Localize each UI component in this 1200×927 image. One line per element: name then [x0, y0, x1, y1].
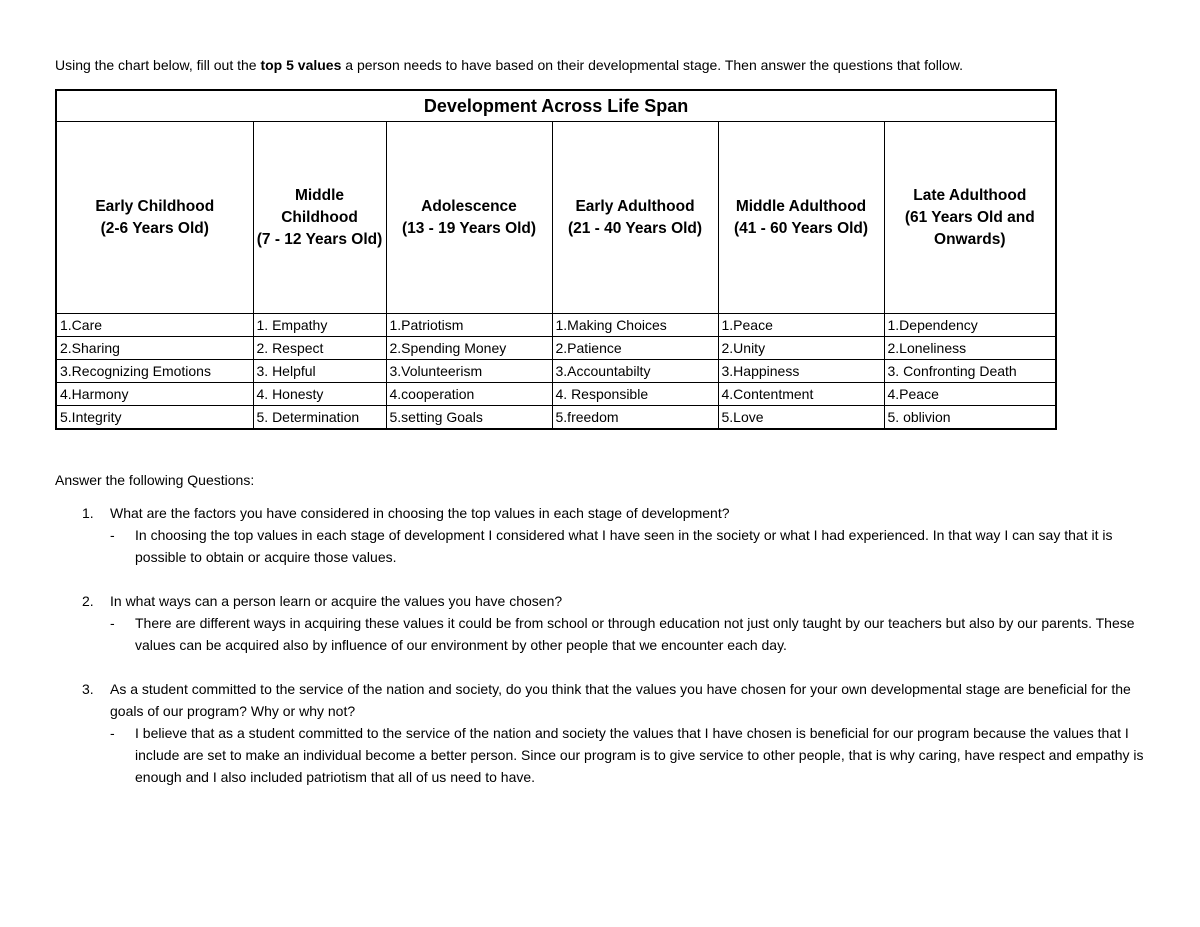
question-number: 2. [82, 593, 94, 609]
question-block [55, 678, 1165, 788]
questions-heading: Answer the following Questions: [55, 472, 255, 488]
stage-name: Adolescence [421, 197, 517, 215]
table-cell: 3.Happiness [718, 360, 884, 383]
stage-header [718, 122, 884, 314]
table-cell: 4.cooperation [386, 383, 552, 406]
table-cell: 5.Integrity [56, 406, 253, 430]
table-row [56, 337, 1056, 360]
table-cell: 3. Confronting Death [884, 360, 1056, 383]
table-row [56, 383, 1056, 406]
table-title-row [56, 90, 1056, 122]
table-cell: 2.Loneliness [884, 337, 1056, 360]
table-cell: 1. Empathy [253, 314, 386, 337]
table-cell: 4. Honesty [253, 383, 386, 406]
table-cell: 3.Accountabilty [552, 360, 718, 383]
table-cell: 3.Recognizing Emotions [56, 360, 253, 383]
stage-name: Middle Childhood [281, 186, 358, 226]
table-cell: 4. Responsible [552, 383, 718, 406]
table-cell: 1.Care [56, 314, 253, 337]
instructions-suffix: a person needs to have based on their developmental stage. Then answer the questions that follow. [341, 57, 963, 73]
table-row [56, 314, 1056, 337]
stage-header [386, 122, 552, 314]
answer-dash: - [110, 527, 115, 543]
values-table [55, 89, 1057, 430]
table-cell: 2.Sharing [56, 337, 253, 360]
table-row [56, 360, 1056, 383]
question-text: As a student committed to the service of the nation and society, do you think that the values you have chosen for your own developmental stage are beneficial for the goals of our program? Why or why not? [110, 681, 1131, 719]
question [55, 502, 1165, 524]
answer [55, 722, 1165, 788]
stage-name: Middle Adulthood [735, 197, 867, 215]
answer-dash: - [110, 725, 115, 741]
question-number: 3. [82, 681, 94, 697]
question [55, 590, 1165, 612]
table-cell: 3. Helpful [253, 360, 386, 383]
instructions-bold: top 5 values [260, 57, 342, 73]
question-block [55, 502, 1165, 568]
table-cell: 1.Making Choices [552, 314, 718, 337]
stage-range: (7 - 12 Years Old) [256, 230, 383, 248]
stage-header [884, 122, 1056, 314]
table-cell: 5.Love [718, 406, 884, 430]
instructions-text [55, 56, 1155, 74]
question-number: 1. [82, 505, 94, 521]
table-cell: 2.Spending Money [386, 337, 552, 360]
table-cell: 2.Unity [718, 337, 884, 360]
stage-header [253, 122, 386, 314]
questions-section [55, 470, 1165, 810]
stage-range: (61 Years Old and Onwards) [904, 208, 1035, 248]
stage-range: (13 - 19 Years Old) [401, 219, 537, 237]
stage-name: Late Adulthood [913, 186, 1027, 204]
answer [55, 524, 1165, 568]
table-cell: 5. oblivion [884, 406, 1056, 430]
stage-name: Early Adulthood [575, 197, 695, 215]
answer [55, 612, 1165, 656]
question [55, 678, 1165, 722]
answer-dash: - [110, 615, 115, 631]
question-text: What are the factors you have considered in choosing the top values in each stage of development? [110, 505, 730, 521]
question-text: In what ways can a person learn or acquire the values you have chosen? [110, 593, 563, 609]
table-header-row [56, 122, 1056, 314]
stage-range: (21 - 40 Years Old) [567, 219, 703, 237]
table-row [56, 406, 1056, 430]
table-cell: 1.Patriotism [386, 314, 552, 337]
table-cell: 5.freedom [552, 406, 718, 430]
table-cell: 4.Contentment [718, 383, 884, 406]
table-cell: 2.Patience [552, 337, 718, 360]
table-cell: 1.Peace [718, 314, 884, 337]
stage-range: (2-6 Years Old) [100, 219, 209, 237]
table-cell: 4.Harmony [56, 383, 253, 406]
stage-name: Early Childhood [95, 197, 215, 215]
answer-text: There are different ways in acquiring these values it could be from school or through education not just only taught by our teachers but also by our parents. These values can be acquired also by influence of our environment by other people that we encounter each day. [135, 615, 1135, 653]
table-title: Development Across Life Span [56, 90, 1056, 122]
instructions-prefix: Using the chart below, fill out the [55, 57, 261, 73]
table-cell: 2. Respect [253, 337, 386, 360]
question-block [55, 590, 1165, 656]
table-cell: 5. Determination [253, 406, 386, 430]
table-cell: 3.Volunteerism [386, 360, 552, 383]
answer-text: I believe that as a student committed to the service of the nation and society the values that I have chosen is beneficial for our program because the values that I include are set to make an individual become a better person. Since our program is to give service to other people, that is why caring, have respect and empathy is enough and I also included patriotism that all of us need to have. [135, 725, 1144, 785]
table-cell: 4.Peace [884, 383, 1056, 406]
table-cell: 5.setting Goals [386, 406, 552, 430]
stage-header [552, 122, 718, 314]
table-cell: 1.Dependency [884, 314, 1056, 337]
stage-range: (41 - 60 Years Old) [733, 219, 869, 237]
answer-text: In choosing the top values in each stage of development I considered what I have seen in the society or what I had experienced. In that way I can say that it is possible to obtain or acquire those values. [135, 527, 1113, 565]
stage-header [56, 122, 253, 314]
